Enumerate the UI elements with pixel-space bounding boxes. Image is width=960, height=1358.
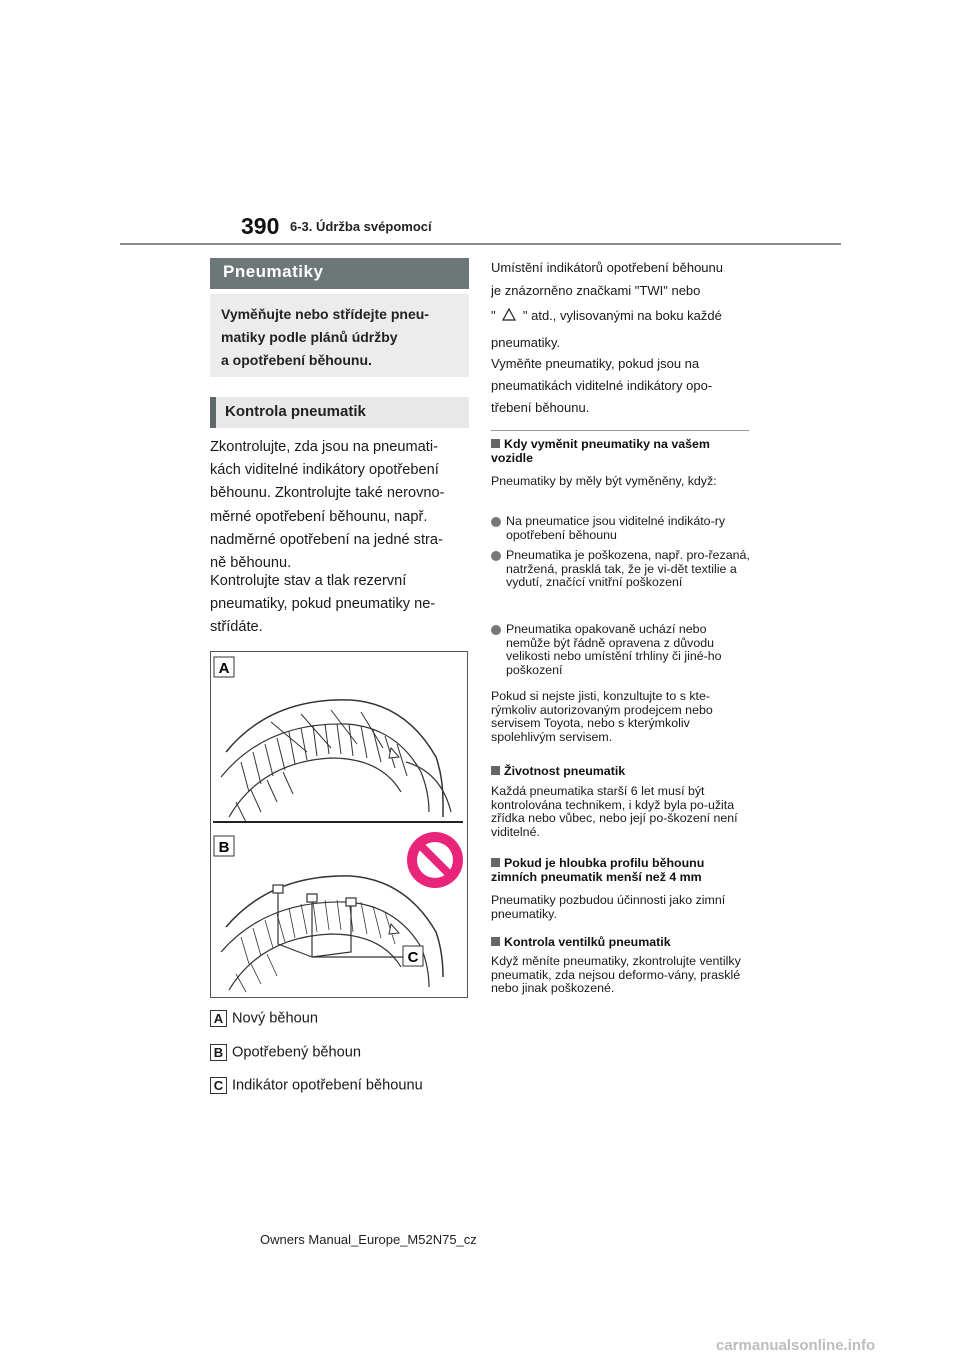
intro-line-with-icon xyxy=(491,304,722,327)
heading-text: Kontrola ventilků pneumatik xyxy=(504,935,671,949)
label-b: B xyxy=(218,839,230,856)
title-bar xyxy=(210,258,469,289)
right-divider xyxy=(491,430,749,431)
intro-line: pneumatikách viditelné indikátory opo- xyxy=(491,378,713,393)
heading-text: Pokud je hloubka profilu běhounu zimních pneumatik menší než 4 mm xyxy=(491,856,705,884)
text-line: Zkontrolujte, zda jsou na pneumati- xyxy=(210,439,438,455)
bullet-item xyxy=(491,549,753,590)
tire-tread-figure xyxy=(210,651,468,998)
paragraph-1 xyxy=(210,436,444,575)
s2-text: Každá pneumatika starší 6 let musí být kontrolována technikem, i když byla po-užita zřídka nebo vůbec, nebo její po-škození není viditelné. xyxy=(491,784,738,839)
triangle-marker-icon xyxy=(502,308,516,321)
s3-text: Pneumatiky pozbudou účinnosti jako zimní pneumatiky. xyxy=(491,893,726,921)
text-line: pneumatiky, pokud pneumatiky ne- xyxy=(210,596,436,613)
subtitle-bar xyxy=(210,397,469,428)
bullet-item xyxy=(491,515,753,542)
text-line: měrné opotřebení běhounu, např. xyxy=(210,508,428,525)
heading-when-replace xyxy=(491,438,753,465)
bullet-text: Na pneumatice jsou viditelné indikáto-ry opotřebení běhounu xyxy=(506,514,726,542)
label-c: C xyxy=(407,949,419,966)
square-bullet-icon xyxy=(491,439,500,448)
text-line: střídáte. xyxy=(210,619,263,636)
footer: Owners Manual_Europe_M52N75_cz xyxy=(260,1232,477,1247)
header-rule xyxy=(120,243,841,245)
text-line: kách viditelné indikátory opotřebení xyxy=(210,462,439,479)
intro-line: Vyměňte pneumatiky, pokud jsou na xyxy=(491,356,700,371)
worn-tire-drawing xyxy=(221,876,443,992)
s1-text: Pneumatiky by měly být vyměněny, když: xyxy=(491,474,717,488)
heading-text: Kdy vyměnit pneumatiky na vašem vozidle xyxy=(491,437,710,465)
bullet-text: Pneumatika opakovaně uchází nebo nemůže být řádně opravena z důvodu velikosti nebo umístění trhliny či jiné-ho poškození xyxy=(506,622,722,677)
square-bullet-icon xyxy=(491,858,500,867)
tire-illustration xyxy=(211,652,467,997)
text-line: nadměrné opotřebení na jedné stra- xyxy=(210,531,443,548)
paragraph-2 xyxy=(210,570,435,640)
text-line: Kontrolujte stav a tlak rezervní xyxy=(210,573,407,589)
intro-line: pneumatiky. xyxy=(491,335,561,350)
heading-tire-life xyxy=(491,765,753,779)
quote-open: " xyxy=(491,308,496,323)
subtitle: Kontrola pneumatik xyxy=(225,403,366,420)
summary-box xyxy=(210,294,469,377)
text-line: ně běhounu. xyxy=(210,555,292,572)
bullet-dot-icon xyxy=(491,551,501,561)
heading-text: Životnost pneumatik xyxy=(504,764,626,778)
label-a: A xyxy=(218,660,230,677)
bullet-dot-icon xyxy=(491,517,501,527)
s1-after: Pokud si nejste jisti, konzultujte to s kte-rýmkoliv autorizovaným prodejcem nebo servisem Toyota, nebo s kterýmkoliv spolehlivým servisem. xyxy=(491,689,713,744)
legend-item-b xyxy=(210,1044,361,1061)
square-bullet-icon xyxy=(491,766,500,775)
legend-text: Nový běhoun xyxy=(232,1010,319,1027)
legend-item-a xyxy=(210,1010,318,1027)
intro-text: " atd., vylisovanými na boku každé xyxy=(522,308,722,323)
intro-line: Umístění indikátorů opotřebení běhounu xyxy=(491,260,723,275)
legend-item-c xyxy=(210,1077,423,1094)
legend-key: B xyxy=(210,1044,227,1061)
square-bullet-icon xyxy=(491,937,500,946)
prohibition-icon xyxy=(407,832,463,888)
section-title: 6-3. Údržba svépomocí xyxy=(290,219,432,234)
bullet-item xyxy=(491,623,753,677)
new-tire-drawing xyxy=(221,700,451,822)
intro-line: třebení běhounu. xyxy=(491,400,590,415)
bullet-dot-icon xyxy=(491,625,501,635)
page-number: 390 xyxy=(241,213,280,239)
intro-line: je znázorněno značkami "TWI" nebo xyxy=(491,283,701,298)
heading-valves xyxy=(491,936,753,950)
bullet-text: Pneumatika je poškozena, např. pro-řezaná, natržená, prasklá tak, že je vi-dět textilie a vydutí, značící vnitřní poškození xyxy=(506,548,750,590)
page-title: Pneumatiky xyxy=(223,262,324,281)
legend-key: A xyxy=(210,1010,227,1027)
summary-text: Vyměňujte nebo střídejte pneu- matiky podle plánů údržby a opotřebení běhounu. xyxy=(221,306,429,368)
legend-text: Opotřebený běhoun xyxy=(232,1044,362,1061)
heading-winter-depth xyxy=(491,857,753,884)
s4-text: Když měníte pneumatiky, zkontrolujte ventilky pneumatik, zda nejsou deformo-vány, prasklé nebo jinak poškozené. xyxy=(491,954,741,996)
legend-text: Indikátor opotřebení běhounu xyxy=(232,1077,423,1094)
watermark: carmanualsonline.info xyxy=(716,1337,876,1354)
legend-key: C xyxy=(210,1077,227,1094)
text-line: běhounu. Zkontrolujte také nerovno- xyxy=(210,485,445,502)
